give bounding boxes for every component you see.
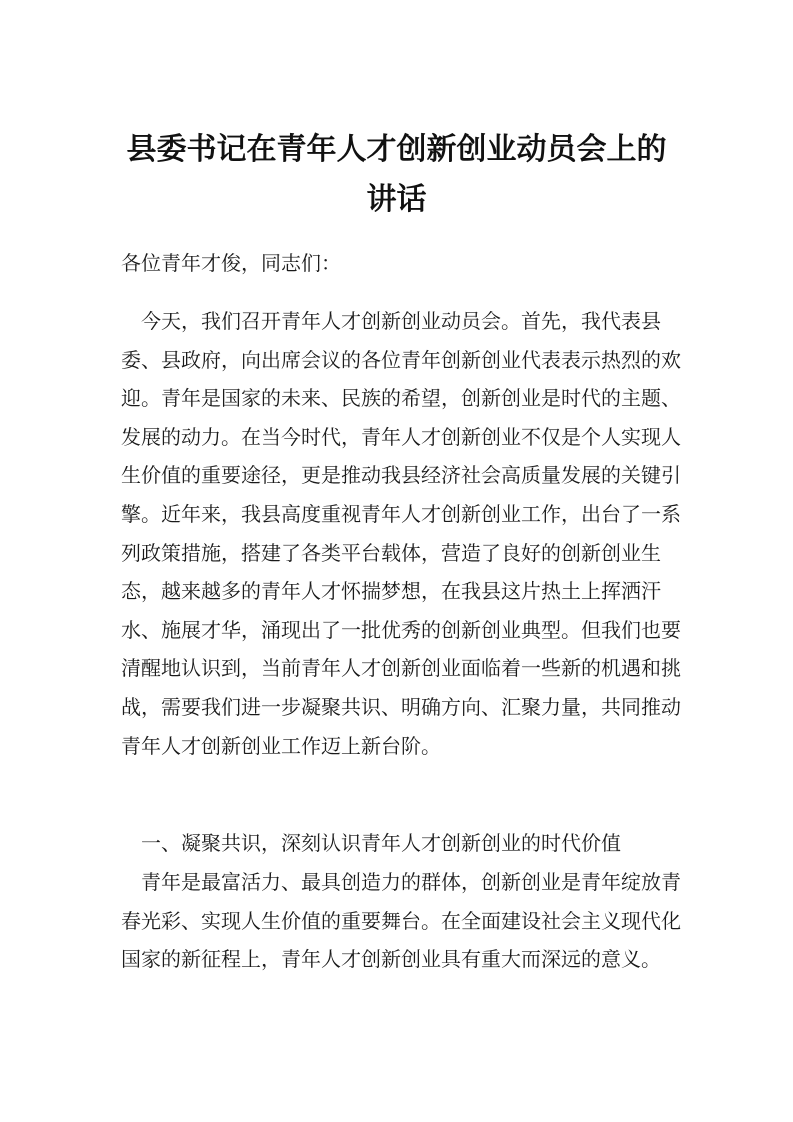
section-heading-1: 一、凝聚共识，深刻认识青年人才创新创业的时代价值 bbox=[141, 831, 621, 855]
document-title-line2: 讲话 bbox=[366, 182, 427, 217]
paragraph-intro: 今天，我们召开青年人才创新创业动员会。首先，我代表县委、县政府，向出席会议的各位青年创新创业代表表示热烈的欢迎。青年是国家的未来、民族的希望，创新创业是时代的主题、发展的动力。在当今时代，青年人才创新创业不仅是个人实现人生价值的重要途径，更是推动我县经济社会高质量发展的关键引擎。近年来，我县高度重视青年人才创新创业工作，出台了一系列政策措施，搭建了各类平台载体，营造了良好的创新创业生态，越来越多的青年人才怀揣梦想，在我县这片热土上挥洒汗水、施展才华，涌现出了一批优秀的创新创业典型。但我们也要清醒地认识到，当前青年人才创新创业面临着一些新的机遇和挑战，需要我们进一步凝聚共识、明确方向、汇聚力量，共同推动青年人才创新创业工作迈上新台阶。 bbox=[121, 309, 681, 758]
paragraph-section-1: 青年是最富活力、最具创造力的群体，创新创业是青年绽放青春光彩、实现人生价值的重要舞台。在全面建设社会主义现代化国家的新征程上，青年人才创新创业具有重大而深远的意义。 bbox=[121, 870, 681, 972]
document-title-line1: 县委书记在青年人才创新创业动员会上的 bbox=[126, 132, 667, 167]
salutation: 各位青年才俊，同志们： bbox=[121, 251, 341, 275]
